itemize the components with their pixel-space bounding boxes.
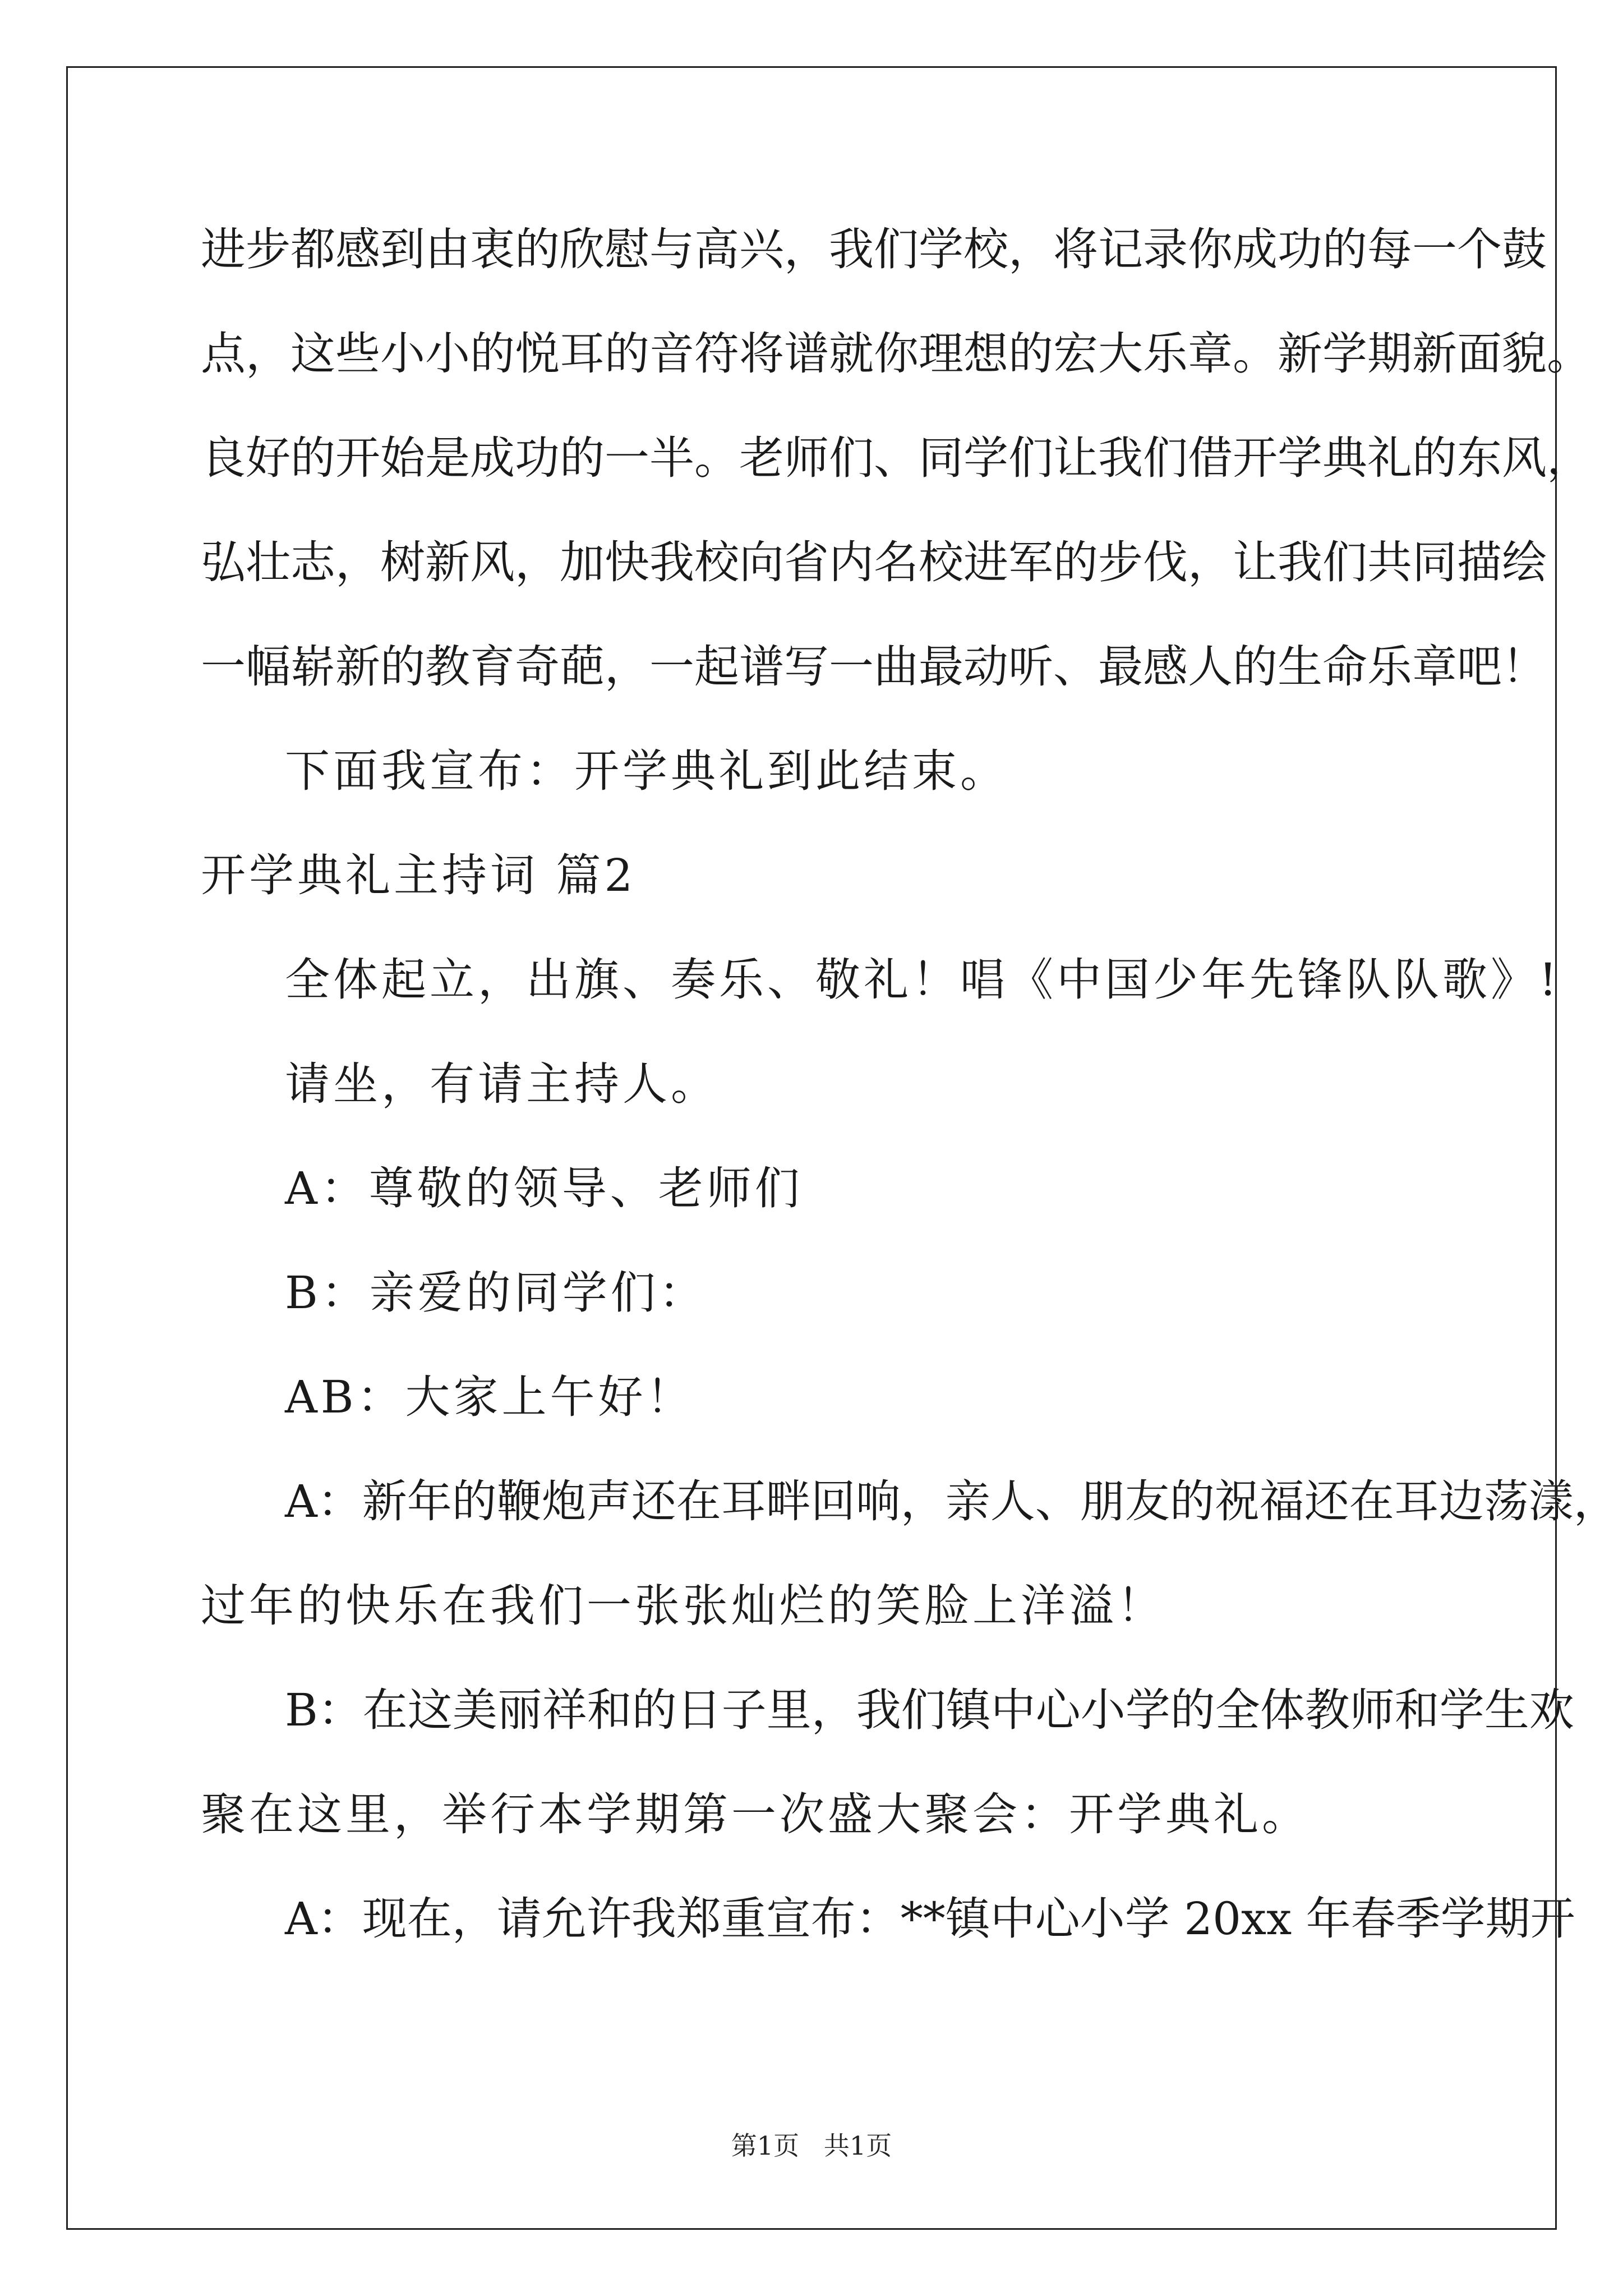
paragraph-line: 下面我宣布：开学典礼到此结束。 [285,745,1008,797]
paragraph-line: 点，这些小小的悦耳的音符将谱就你理想的宏大乐章。新学期新面貌。 [201,328,1592,380]
paragraph-line: 聚在这里，举行本学期第一次盛大聚会：开学典礼。 [201,1788,1310,1841]
paragraph-line: 弘壮志，树新风，加快我校向省内名校进军的步伐，让我们共同描绘 [201,536,1547,588]
paragraph-line: 良好的开始是成功的一半。老师们、同学们让我们借开学典礼的东风， [201,432,1592,484]
paragraph-line: AB：大家上午好！ [285,1371,695,1423]
paragraph-line: 请坐，有请主持人。 [285,1058,719,1110]
paragraph-line: B：在这美丽祥和的日子里，我们镇中心小学的全体教师和学生欢 [285,1684,1574,1736]
paragraph-line: 过年的快乐在我们一张张灿烂的笑脸上洋溢！ [201,1580,1165,1632]
page-footer [0,2129,1623,2162]
paragraph-line: 进步都感到由衷的欣慰与高兴，我们学校，将记录你成功的每一个鼓 [201,223,1547,275]
page-number: 第1页 共1页 [731,2131,892,2161]
paragraph-line: A：现在，请允许我郑重宣布：**镇中心小学 20xx 年春季学期开 [285,1893,1575,1945]
paragraph-line: B：亲爱的同学们： [285,1267,707,1319]
paragraph-line: 一幅崭新的教育奇葩，一起谱写一曲最动听、最感人的生命乐章吧！ [201,641,1547,693]
section-heading: 开学典礼主持词 篇2 [201,849,637,901]
paragraph-line: 全体起立，出旗、奏乐、敬礼！唱《中国少年先锋队队歌》! [285,954,1561,1006]
paragraph-line: A：新年的鞭炮声还在耳畔回响，亲人、朋友的祝福还在耳边荡漾， [285,1475,1619,1527]
document-body [201,216,1619,1990]
paragraph-line: A：尊敬的领导、老师们 [285,1162,803,1214]
